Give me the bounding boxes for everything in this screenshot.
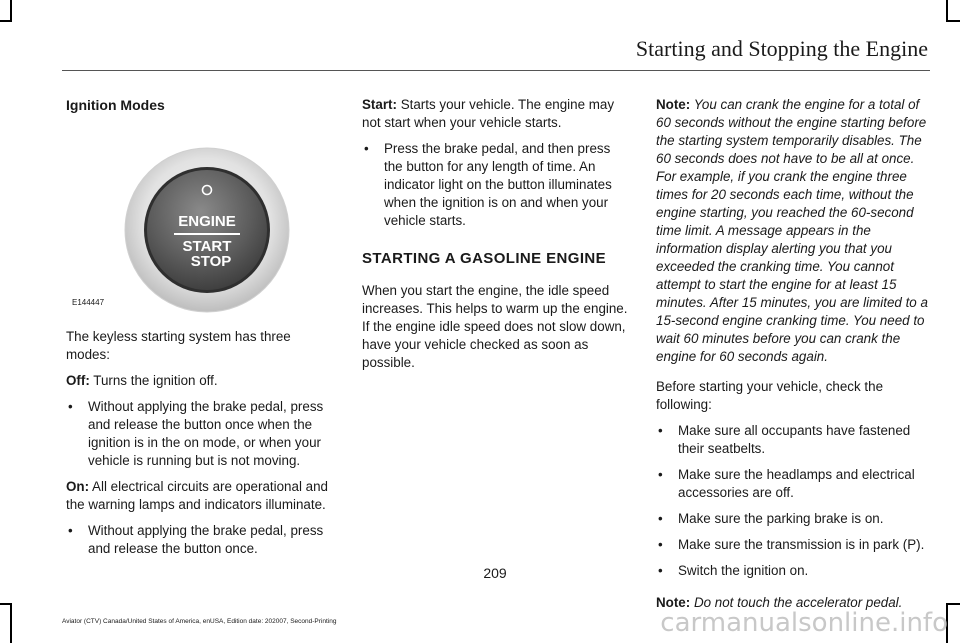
list-item: • Switch the ignition on.	[656, 562, 928, 580]
header-divider	[62, 70, 930, 71]
crop-mark	[946, 0, 948, 22]
crop-mark	[946, 20, 960, 22]
start-bullets	[362, 140, 630, 230]
off-text: Turns the ignition off.	[89, 373, 218, 388]
note-text: You can crank the engine for a total of 60 seconds without the engine starting before the starting system temporarily disables. The 60 seconds does not have to be all at once. For example, if you crank the engine three times for 20 seconds each time, without the engine starting, you reached the 60-second time limit. A message appears in the information display alerting you that you exceeded the cranking time. You cannot attempt to start the engine for at least 15 minutes. After 15 minutes, you are limited to a 15-second engine cranking time. You need to wait 60 minutes before you can crank the engine for 60 seconds again.	[656, 97, 928, 364]
list-item: • Without applying the brake pedal, press and release the button once when the ignition is in the on mode, or when your vehicle is running but is not moving.	[66, 398, 338, 470]
section-title-ignition-modes: Ignition Modes	[66, 97, 165, 113]
off-mode-paragraph	[66, 372, 338, 390]
list-item: • Make sure all occupants have fastened their seatbelts.	[656, 422, 928, 458]
engine-button-figure	[66, 122, 338, 318]
on-bullets	[66, 522, 338, 558]
button-label-engine: ENGINE	[178, 213, 236, 230]
column-1	[66, 96, 338, 566]
crop-mark	[10, 0, 12, 22]
edition-footer: Aviator (CTV) Canada/United States of America, enUSA, Edition date: 202007, Second-Printing	[62, 618, 337, 625]
on-text: All electrical circuits are operational and the warning lamps and indicators illuminate.	[66, 479, 328, 512]
list-item: • Without applying the brake pedal, press and release the button once.	[66, 522, 338, 558]
button-label-start: START	[182, 238, 232, 255]
note-text: Do not touch the accelerator pedal.	[690, 595, 903, 610]
note-label: Note:	[656, 595, 691, 610]
start-text: Starts your vehicle. The engine may not start when your vehicle starts.	[362, 97, 615, 130]
start-mode-paragraph	[362, 96, 630, 132]
page-header-title: Starting and Stopping the Engine	[635, 36, 928, 61]
on-label: On:	[66, 479, 90, 494]
figure-code: E144447	[72, 298, 105, 307]
pre-start-checklist	[656, 422, 928, 580]
intro-paragraph: The keyless starting system has three modes:	[66, 329, 291, 362]
off-bullets	[66, 398, 338, 470]
off-label: Off:	[66, 373, 90, 388]
column-3	[656, 96, 928, 620]
start-label: Start:	[362, 97, 397, 112]
list-item: • Press the brake pedal, and then press the button for any length of time. An indicator light on the button illuminates when the ignition is on and when your vehicle starts.	[362, 140, 630, 230]
list-item: • Make sure the parking brake is on.	[656, 510, 928, 528]
list-item: • Make sure the transmission is in park (P).	[656, 536, 928, 554]
checklist-intro: Before starting your vehicle, check the following:	[656, 379, 884, 412]
column-2	[362, 96, 630, 380]
button-label-stop: STOP	[190, 253, 232, 270]
list-item: • Make sure the headlamps and electrical accessories are off.	[656, 466, 928, 502]
crop-mark	[946, 603, 960, 605]
watermark: carmanualsonline.info	[660, 608, 948, 638]
gasoline-engine-paragraph: When you start the engine, the idle speed increases. This helps to warm up the engine. If the engine idle speed does not slow down, have your vehicle checked as soon as possible.	[362, 283, 628, 370]
page-number: 209	[483, 565, 507, 581]
crop-mark	[10, 603, 12, 643]
crop-mark	[0, 20, 12, 22]
cranking-note	[656, 96, 928, 366]
on-mode-paragraph	[66, 478, 338, 514]
note-label: Note:	[656, 97, 691, 112]
crop-mark	[0, 603, 12, 605]
section-heading-starting-gasoline-engine: STARTING A GASOLINE ENGINE	[362, 250, 607, 267]
engine-start-stop-button-illustration	[66, 122, 338, 318]
